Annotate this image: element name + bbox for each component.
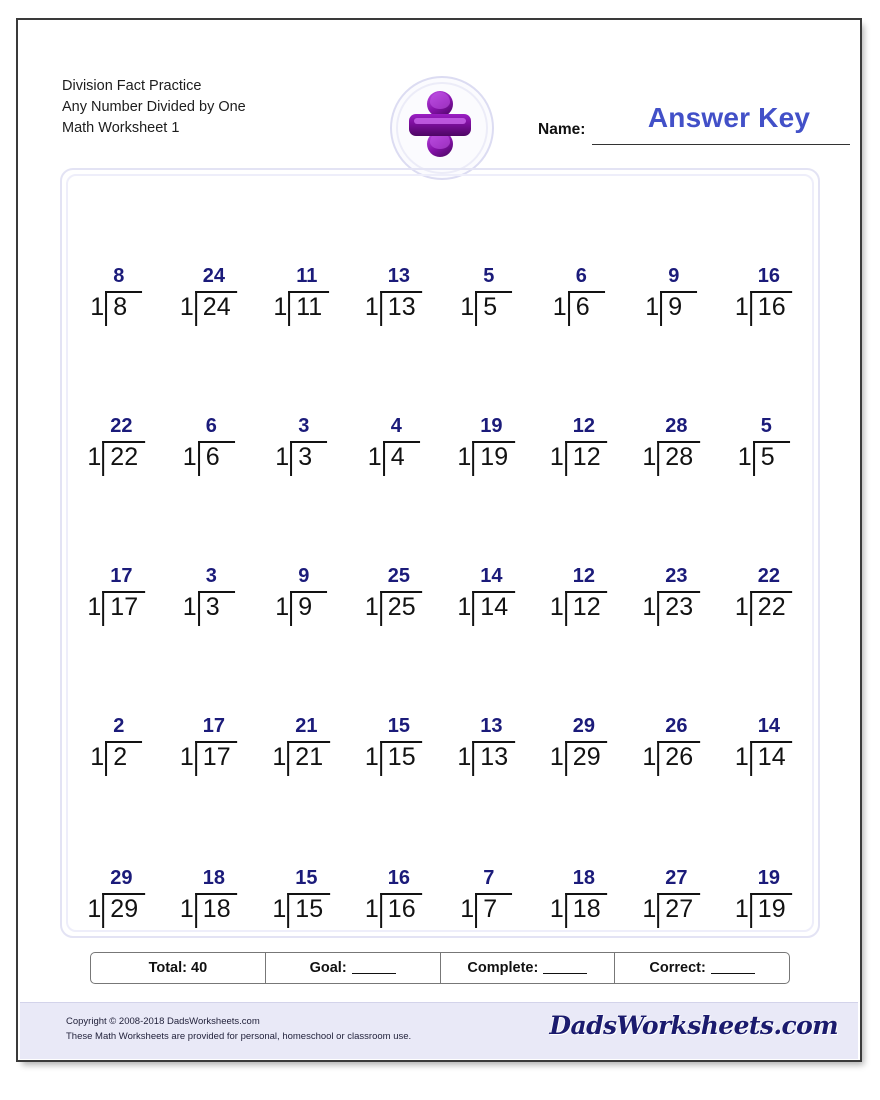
problem-cell xyxy=(70,400,163,480)
problem-cell xyxy=(348,700,441,780)
problem-cell xyxy=(70,250,163,330)
long-division-problem xyxy=(460,852,512,928)
long-division-problem xyxy=(642,700,700,776)
quotient-answer: 13 xyxy=(480,715,503,737)
score-cell-label: Complete: xyxy=(467,960,539,976)
dividend: 6 xyxy=(205,443,220,471)
division-bracket xyxy=(750,265,793,326)
division-bracket xyxy=(383,415,420,476)
score-blank-line[interactable] xyxy=(711,962,755,974)
dividend: 12 xyxy=(572,443,601,471)
long-division-problem xyxy=(87,550,145,626)
problem-row xyxy=(70,852,810,932)
problem-cell xyxy=(255,400,348,480)
problem-cell xyxy=(533,400,626,480)
copyright-line-1: Copyright © 2008-2018 DadsWorksheets.com xyxy=(66,1016,260,1027)
divisor: 1 xyxy=(457,443,472,471)
divisor: 1 xyxy=(367,443,382,471)
quotient-answer: 24 xyxy=(202,265,226,287)
long-division-problem xyxy=(272,852,330,928)
problem-cell xyxy=(163,250,256,330)
division-bracket xyxy=(750,565,793,626)
long-division-problem xyxy=(550,550,608,626)
division-bracket xyxy=(657,867,700,928)
name-label: Name: xyxy=(538,121,586,138)
divisor: 1 xyxy=(642,593,657,621)
dividend: 15 xyxy=(387,743,416,771)
long-division-problem xyxy=(90,250,142,326)
long-division-problem xyxy=(735,700,793,776)
brand-logo: DadsWorksheets.com xyxy=(549,1011,838,1040)
quotient-answer: 29 xyxy=(110,867,133,889)
divisor: 1 xyxy=(87,443,102,471)
problem-cell xyxy=(625,550,718,630)
problem-cell xyxy=(163,550,256,630)
division-bracket xyxy=(472,715,515,776)
problem-cell xyxy=(255,550,348,630)
quotient-answer: 8 xyxy=(113,265,125,287)
long-division-problem xyxy=(180,852,238,928)
quotient-answer: 3 xyxy=(205,565,217,587)
divisor: 1 xyxy=(734,593,749,621)
long-division-problem xyxy=(273,250,329,326)
problem-cell xyxy=(533,550,626,630)
divisor: 1 xyxy=(87,895,102,923)
divisor: 1 xyxy=(182,593,197,621)
quotient-answer: 23 xyxy=(665,565,688,587)
dividend: 15 xyxy=(295,895,324,923)
quotient-answer: 5 xyxy=(760,415,772,437)
long-division-problem xyxy=(642,852,700,928)
long-division-problem xyxy=(365,700,423,776)
division-bracket xyxy=(198,565,235,626)
problem-cell xyxy=(625,700,718,780)
quotient-answer: 27 xyxy=(665,867,688,889)
problem-cell xyxy=(163,852,256,932)
long-division-problem xyxy=(180,250,238,326)
worksheet-page xyxy=(16,18,862,1062)
long-division-problem xyxy=(183,400,235,476)
divisor: 1 xyxy=(460,293,475,321)
quotient-answer: 12 xyxy=(572,415,596,437)
divisor: 1 xyxy=(87,593,102,621)
dividend: 13 xyxy=(387,293,416,321)
dividend: 23 xyxy=(665,593,694,621)
division-bracket xyxy=(657,715,700,776)
divisor: 1 xyxy=(272,743,287,771)
quotient-answer: 12 xyxy=(572,565,596,587)
long-division-problem xyxy=(735,250,793,326)
division-bracket xyxy=(750,867,793,928)
problem-cell xyxy=(70,550,163,630)
quotient-answer: 6 xyxy=(205,415,217,437)
dividend: 17 xyxy=(202,743,231,771)
dividend: 3 xyxy=(298,443,313,471)
division-bracket xyxy=(195,867,238,928)
problem-cell xyxy=(718,700,811,780)
name-write-line[interactable] xyxy=(592,144,850,145)
dividend: 18 xyxy=(202,895,231,923)
dividend: 21 xyxy=(295,743,324,771)
division-bracket xyxy=(288,265,329,326)
division-bracket xyxy=(565,867,608,928)
dividend: 6 xyxy=(575,293,590,321)
long-division-problem xyxy=(180,700,238,776)
dividend: 16 xyxy=(757,293,786,321)
problem-cell xyxy=(163,400,256,480)
quotient-answer: 19 xyxy=(757,867,781,889)
long-division-problem xyxy=(275,400,327,476)
problem-grid xyxy=(70,200,810,940)
problem-cell xyxy=(718,400,811,480)
dividend: 19 xyxy=(757,895,786,923)
quotient-answer: 16 xyxy=(757,265,781,287)
division-bracket xyxy=(472,415,515,476)
quotient-answer: 22 xyxy=(110,415,133,437)
problem-cell xyxy=(718,250,811,330)
divisor: 1 xyxy=(734,293,749,321)
problem-row xyxy=(70,400,810,480)
problem-cell xyxy=(440,852,533,932)
divisor: 1 xyxy=(457,743,472,771)
problem-cell xyxy=(255,700,348,780)
divisor: 1 xyxy=(364,743,379,771)
dividend: 24 xyxy=(202,293,231,321)
dividend: 4 xyxy=(390,443,405,471)
quotient-answer: 17 xyxy=(110,565,133,587)
long-division-problem xyxy=(553,250,605,326)
problem-cell xyxy=(163,700,256,780)
division-bracket xyxy=(195,265,238,326)
problem-cell xyxy=(533,700,626,780)
divisor: 1 xyxy=(182,443,197,471)
worksheet-footer xyxy=(20,1002,858,1059)
dividend: 3 xyxy=(205,593,220,621)
quotient-answer: 11 xyxy=(296,265,318,287)
division-bracket xyxy=(105,265,142,326)
divisor: 1 xyxy=(460,895,475,923)
division-bracket xyxy=(287,715,330,776)
copyright-block xyxy=(66,1014,411,1044)
quotient-answer: 7 xyxy=(483,867,495,889)
long-division-problem xyxy=(275,550,327,626)
divisor: 1 xyxy=(272,895,287,923)
score-cell-label: Correct: xyxy=(649,960,706,976)
problem-row xyxy=(70,550,810,630)
long-division-problem xyxy=(457,400,515,476)
dividend: 5 xyxy=(483,293,498,321)
division-bracket xyxy=(380,867,423,928)
division-bracket xyxy=(102,415,145,476)
divisor: 1 xyxy=(364,593,379,621)
dividend: 11 xyxy=(296,293,323,321)
dividend: 12 xyxy=(572,593,601,621)
long-division-problem xyxy=(735,550,793,626)
long-division-problem xyxy=(183,550,235,626)
division-bracket xyxy=(475,867,512,928)
score-blank-line[interactable] xyxy=(352,962,396,974)
long-division-problem xyxy=(645,250,697,326)
problem-cell xyxy=(348,400,441,480)
long-division-problem xyxy=(368,400,420,476)
quotient-answer: 17 xyxy=(202,715,226,737)
division-symbol-logo xyxy=(390,76,494,180)
dividend: 7 xyxy=(483,895,498,923)
dividend: 27 xyxy=(665,895,694,923)
division-bracket xyxy=(380,265,423,326)
long-division-problem xyxy=(738,400,790,476)
problem-cell xyxy=(440,550,533,630)
division-bracket xyxy=(565,415,608,476)
problem-cell xyxy=(255,250,348,330)
problem-cell xyxy=(348,852,441,932)
dividend: 26 xyxy=(665,743,694,771)
division-bracket xyxy=(660,265,697,326)
problem-cell xyxy=(533,250,626,330)
division-bracket xyxy=(290,415,327,476)
divisor: 1 xyxy=(549,743,564,771)
copyright-line-2: These Math Worksheets are provided for personal, homeschool or classroom use. xyxy=(66,1031,412,1042)
score-cell-label: Goal: xyxy=(309,960,347,976)
long-division-problem xyxy=(550,852,608,928)
dividend: 14 xyxy=(480,593,509,621)
long-division-problem xyxy=(365,550,423,626)
division-bracket xyxy=(102,867,145,928)
quotient-answer: 5 xyxy=(483,265,495,287)
dividend: 16 xyxy=(387,895,416,923)
problem-cell xyxy=(718,550,811,630)
division-bracket xyxy=(568,265,605,326)
quotient-answer: 29 xyxy=(572,715,596,737)
divisor: 1 xyxy=(549,593,564,621)
quotient-answer: 6 xyxy=(575,265,587,287)
dividend: 18 xyxy=(572,895,601,923)
problem-cell xyxy=(625,250,718,330)
division-bracket xyxy=(105,715,142,776)
divisor: 1 xyxy=(645,293,660,321)
worksheet-number: Math Worksheet 1 xyxy=(62,120,180,136)
problem-cell xyxy=(348,250,441,330)
divisor: 1 xyxy=(179,743,194,771)
score-bar xyxy=(90,952,790,984)
divisor: 1 xyxy=(179,895,194,923)
quotient-answer: 15 xyxy=(387,715,411,737)
problem-cell xyxy=(70,700,163,780)
divisor: 1 xyxy=(642,743,657,771)
division-symbol-icon xyxy=(390,76,490,176)
quotient-answer: 3 xyxy=(298,415,310,437)
division-bracket xyxy=(198,415,235,476)
divisor: 1 xyxy=(549,443,564,471)
division-bracket xyxy=(753,415,790,476)
divisor: 1 xyxy=(90,293,105,321)
long-division-problem xyxy=(460,250,512,326)
division-bracket xyxy=(657,565,700,626)
dividend: 8 xyxy=(113,293,128,321)
divisor: 1 xyxy=(364,895,379,923)
long-division-problem xyxy=(642,400,700,476)
problem-row xyxy=(70,250,810,330)
quotient-answer: 26 xyxy=(665,715,688,737)
long-division-problem xyxy=(272,700,330,776)
problem-cell xyxy=(70,852,163,932)
quotient-answer: 18 xyxy=(202,867,226,889)
quotient-answer: 16 xyxy=(387,867,411,889)
quotient-answer: 25 xyxy=(387,565,411,587)
divisor: 1 xyxy=(364,293,379,321)
score-cell-label: Total: 40 xyxy=(148,960,208,976)
division-bracket xyxy=(102,565,145,626)
dividend: 29 xyxy=(572,743,601,771)
quotient-answer: 4 xyxy=(390,415,402,437)
page-title: Division Fact Practice xyxy=(62,78,202,94)
quotient-answer: 21 xyxy=(295,715,318,737)
divisor: 1 xyxy=(275,593,290,621)
problem-cell xyxy=(625,400,718,480)
score-cell[interactable] xyxy=(91,953,266,983)
division-bracket xyxy=(380,565,423,626)
score-cell[interactable] xyxy=(266,953,441,983)
division-bracket xyxy=(290,565,327,626)
long-division-problem xyxy=(365,250,423,326)
division-bracket xyxy=(657,415,700,476)
worksheet-title-block xyxy=(62,76,246,139)
problem-cell xyxy=(440,400,533,480)
quotient-answer: 13 xyxy=(387,265,411,287)
division-bracket xyxy=(565,565,608,626)
quotient-answer: 28 xyxy=(665,415,688,437)
dividend: 9 xyxy=(668,293,683,321)
divisor: 1 xyxy=(179,293,194,321)
quotient-answer: 9 xyxy=(668,265,680,287)
long-division-problem xyxy=(457,550,515,626)
answer-key-label: Answer Key xyxy=(647,102,811,133)
problem-cell xyxy=(718,852,811,932)
score-cell[interactable] xyxy=(615,953,789,983)
quotient-answer: 18 xyxy=(572,867,596,889)
divisor: 1 xyxy=(457,593,472,621)
score-cell[interactable] xyxy=(441,953,616,983)
problem-cell xyxy=(440,700,533,780)
quotient-answer: 9 xyxy=(298,565,310,587)
problem-cell xyxy=(440,250,533,330)
quotient-answer: 14 xyxy=(480,565,503,587)
dividend: 22 xyxy=(757,593,786,621)
division-bracket xyxy=(565,715,608,776)
long-division-problem xyxy=(457,700,515,776)
long-division-problem xyxy=(735,852,793,928)
divisor: 1 xyxy=(273,293,288,321)
dividend: 29 xyxy=(110,895,139,923)
quotient-answer: 14 xyxy=(757,715,781,737)
problem-cell xyxy=(625,852,718,932)
divisor: 1 xyxy=(737,443,752,471)
divisor: 1 xyxy=(549,895,564,923)
long-division-problem xyxy=(90,700,142,776)
worksheet-subtitle: Any Number Divided by One xyxy=(62,99,246,115)
quotient-answer: 15 xyxy=(295,867,318,889)
long-division-problem xyxy=(87,400,145,476)
dividend: 28 xyxy=(665,443,694,471)
long-division-problem xyxy=(365,852,423,928)
divisor: 1 xyxy=(642,443,657,471)
division-bracket xyxy=(750,715,793,776)
quotient-answer: 22 xyxy=(757,565,781,587)
long-division-problem xyxy=(87,852,145,928)
divisor: 1 xyxy=(552,293,567,321)
division-bracket xyxy=(380,715,423,776)
problem-cell xyxy=(348,550,441,630)
dividend: 17 xyxy=(110,593,139,621)
divisor: 1 xyxy=(275,443,290,471)
worksheet-header xyxy=(18,20,860,158)
problem-cell xyxy=(255,852,348,932)
name-row xyxy=(538,104,838,150)
long-division-problem xyxy=(642,550,700,626)
dividend: 13 xyxy=(480,743,509,771)
division-bracket xyxy=(195,715,238,776)
dividend: 9 xyxy=(298,593,313,621)
problem-row xyxy=(70,700,810,780)
division-bracket xyxy=(472,565,515,626)
divisor: 1 xyxy=(642,895,657,923)
divisor: 1 xyxy=(90,743,105,771)
dividend: 5 xyxy=(760,443,775,471)
long-division-problem xyxy=(550,700,608,776)
division-bracket xyxy=(287,867,330,928)
dividend: 14 xyxy=(757,743,786,771)
score-blank-line[interactable] xyxy=(543,962,587,974)
dividend: 2 xyxy=(113,743,128,771)
problem-cell xyxy=(533,852,626,932)
long-division-problem xyxy=(550,400,608,476)
divisor: 1 xyxy=(734,743,749,771)
dividend: 19 xyxy=(480,443,509,471)
division-bracket xyxy=(475,265,512,326)
quotient-answer: 2 xyxy=(113,715,125,737)
divisor: 1 xyxy=(734,895,749,923)
dividend: 22 xyxy=(110,443,139,471)
quotient-answer: 19 xyxy=(480,415,503,437)
dividend: 25 xyxy=(387,593,416,621)
